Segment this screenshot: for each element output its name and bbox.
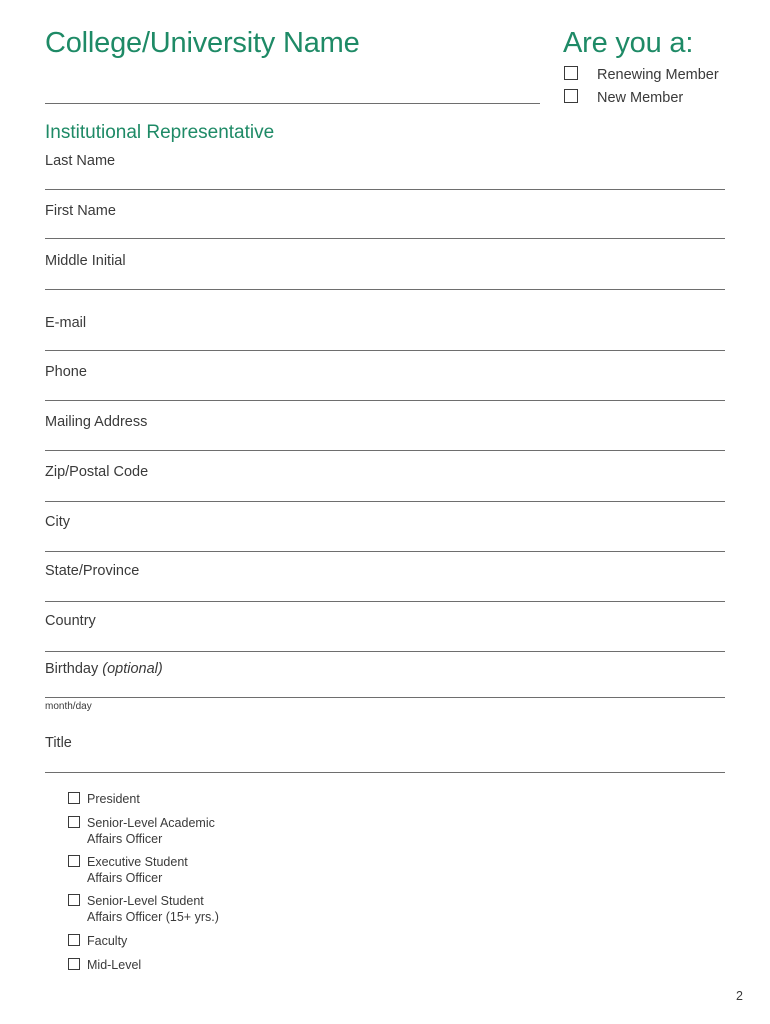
renewing-member-checkbox[interactable] [564,66,578,80]
zip-postal-code-field[interactable] [45,501,725,502]
president-checkbox[interactable] [68,792,80,804]
first-name-label: First Name [45,203,116,219]
email-field[interactable] [45,350,725,351]
email-label: E-mail [45,315,87,331]
phone-label: Phone [45,364,87,380]
mailing-address-field[interactable] [45,450,725,451]
country-label: Country [45,613,96,629]
birthday-field[interactable] [45,697,725,698]
renewing-member-label: Renewing Member [597,67,719,83]
new-member-label: New Member [597,90,684,106]
senior-level-student-affairs-label: Senior-Level Student Affairs Officer (15+ yrs.) [87,894,219,924]
last-name-label: Last Name [45,153,116,169]
title-field[interactable] [45,772,725,773]
institution-name-field[interactable] [45,103,540,104]
last-name-field[interactable] [45,189,725,190]
zip-postal-code-label: Zip/Postal Code [45,464,149,480]
country-field[interactable] [45,651,725,652]
faculty-checkbox[interactable] [68,934,80,946]
new-member-checkbox[interactable] [564,89,578,103]
mid-level-label: Mid-Level [87,958,142,972]
section-title: Institutional Representative [45,122,275,143]
page-number: 2 [736,989,743,1003]
state-province-field[interactable] [45,601,725,602]
institution-name-heading: College/University Name [45,27,360,59]
birthday-optional-note: (optional) [102,661,163,677]
birthday-hint: month/day [45,701,92,712]
city-label: City [45,514,70,530]
executive-student-affairs-label: Executive Student Affairs Officer [87,855,188,885]
first-name-field[interactable] [45,238,725,239]
middle-initial-label: Middle Initial [45,253,126,269]
executive-student-affairs-checkbox[interactable] [68,855,80,867]
birthday-label [45,662,163,677]
middle-initial-field[interactable] [45,289,725,290]
senior-level-academic-affairs-label: Senior-Level Academic Affairs Officer [87,816,215,846]
state-province-label: State/Province [45,563,140,579]
mid-level-checkbox[interactable] [68,958,80,970]
faculty-label: Faculty [87,934,128,948]
phone-field[interactable] [45,400,725,401]
president-label: President [87,792,140,806]
birthday-label-text: Birthday [45,661,99,677]
title-label: Title [45,735,72,751]
mailing-address-label: Mailing Address [45,414,148,430]
senior-level-student-affairs-checkbox[interactable] [68,894,80,906]
city-field[interactable] [45,551,725,552]
senior-level-academic-affairs-checkbox[interactable] [68,816,80,828]
membership-heading: Are you a: [563,27,694,59]
